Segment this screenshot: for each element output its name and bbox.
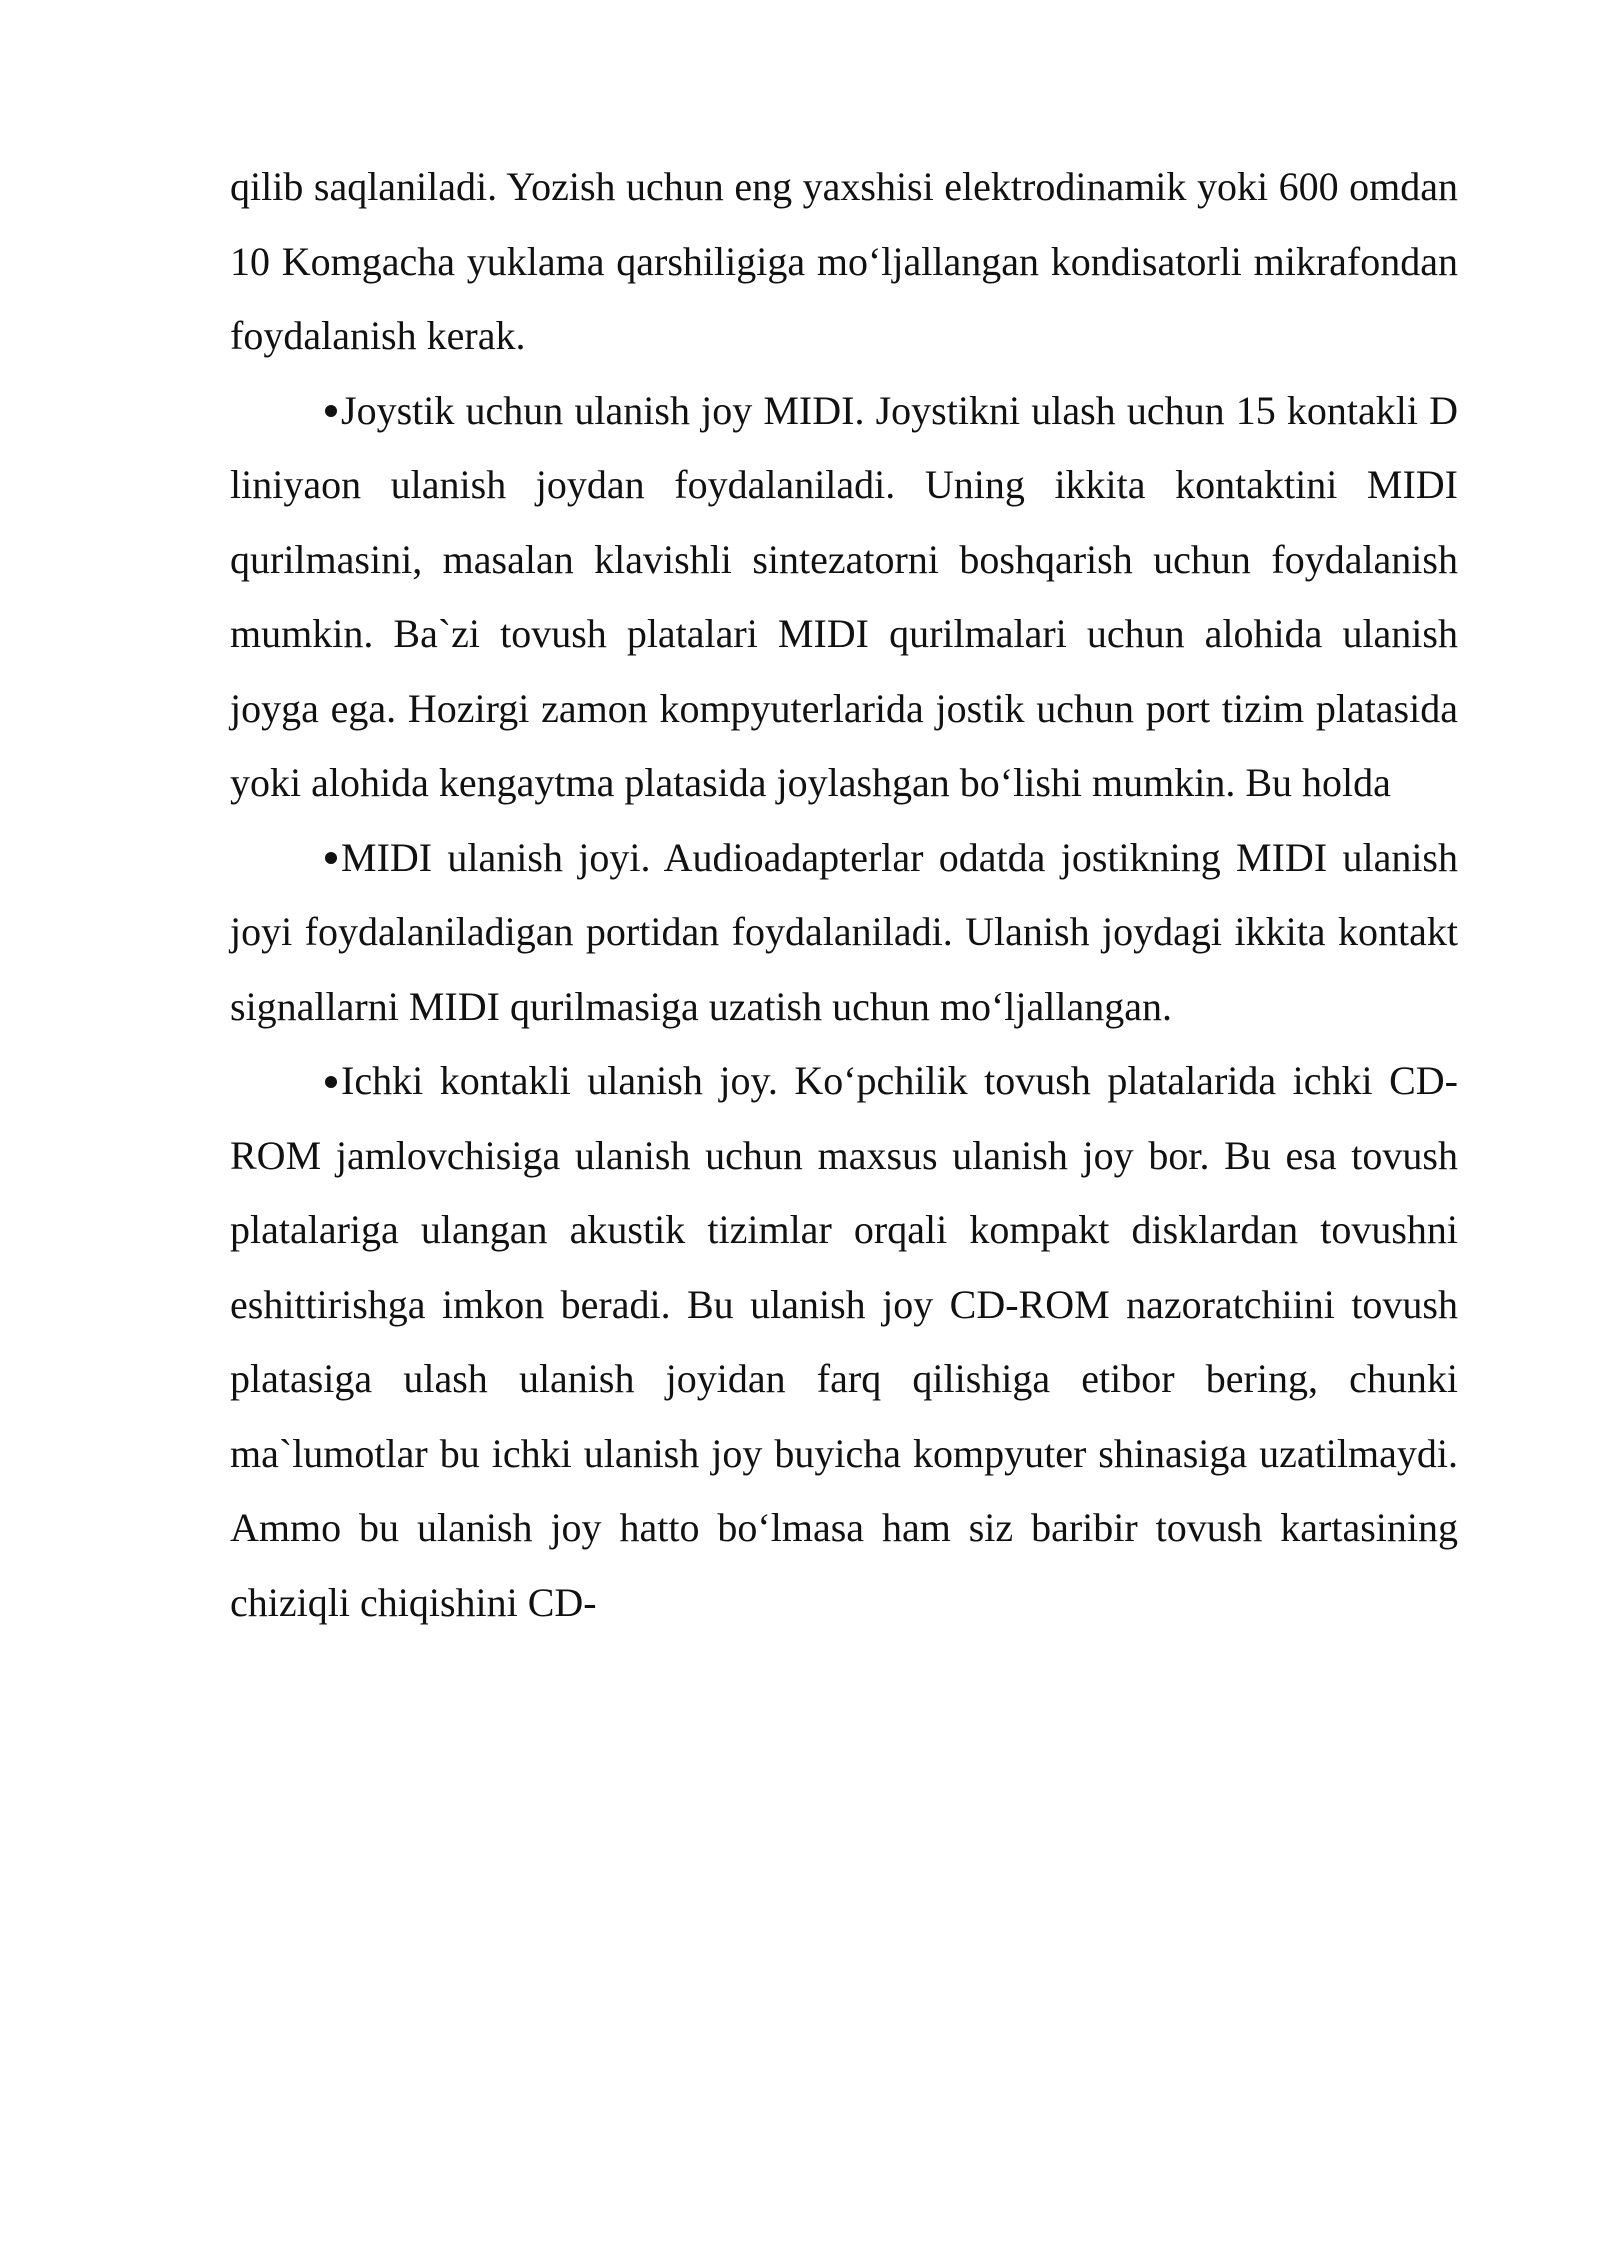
bullet-item (230, 821, 1458, 1045)
bullet-item-text: Joystik uchun ulanish joy MIDI. Joystikni ulash uchun 15 kontakli D liniyaon ulanish joydan foydalaniladi. Uning ikkita kontaktini MIDI qurilmasini, masalan klavishli sintezatorni boshqarish uchun foydalanish mumkin. Ba`zi tovush platalari MIDI qurilmalari uchun alohida ulanish joyga ega. Hozirgi zamon kompyuterlarida jostik uchun port tizim platasida yoki alohida kengaytma platasida joylashgan bo‘lishi mumkin. Bu holda (230, 387, 1458, 805)
bullet-item-text: MIDI ulanish joyi. Audioadapterlar odatda jostikning MIDI ulanish joyi foydalaniladigan portidan foydalaniladi. Ulanish joydagi ikkita kontakt signallarni MIDI qurilmasiga uzatish uchun mo‘ljallangan. (230, 834, 1458, 1029)
bullet-item (230, 374, 1458, 821)
bullet-icon (325, 405, 337, 417)
bullet-icon (325, 1076, 337, 1088)
bullet-item-text: Ichki kontakli ulanish joy. Ko‘pchilik tovush platalarida ichki CD-ROM jamlovchisiga ulanish uchun maxsus ulanish joy bor. Bu esa tovush platalariga ulangan akustik tizimlar orqali kompakt disklardan tovushni eshittirishga imkon beradi. Bu ulanish joy CD-ROM nazoratchiini tovush platasiga ulash ulanish joyidan farq qilishiga etibor bering, chunki ma`lumotlar bu ichki ulanish joy buyicha kompyuter shinasiga uzatilmaydi. Ammo bu ulanish joy hatto bo‘lmasa ham siz baribir tovush kartasining chiziqli chiqishini CD- (230, 1058, 1458, 1625)
body-text (230, 150, 1458, 1640)
bullet-icon (325, 852, 337, 864)
paragraph: qilib saqlaniladi. Yozish uchun eng yaxshisi elektrodinamik yoki 600 omdan 10 Komgacha yuklama qarshiligiga mo‘ljallangan kondisatorli mikrafondan foydalanish kerak. (230, 164, 1458, 358)
bullet-item (230, 1044, 1458, 1640)
